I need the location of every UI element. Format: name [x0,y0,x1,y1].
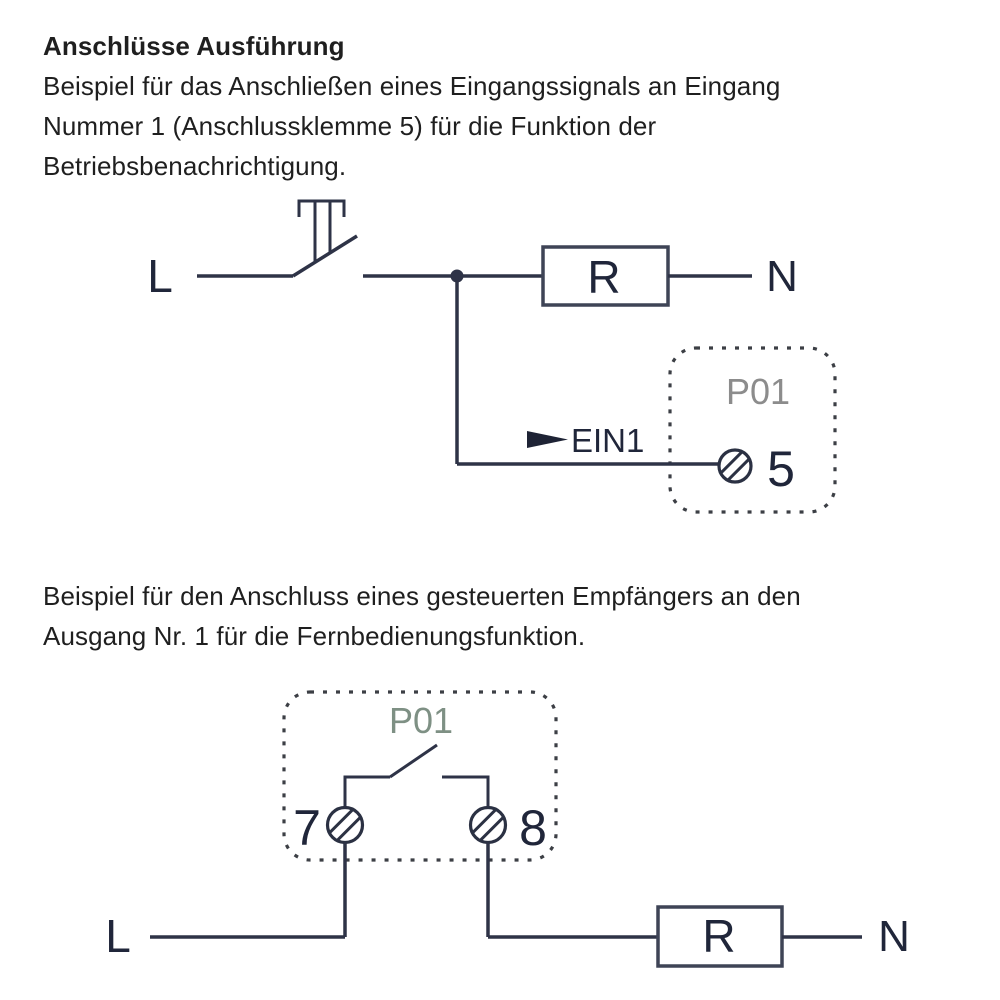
phase-label: L [147,250,173,302]
load-label: R [702,910,736,962]
neutral-label: N [766,252,798,301]
screw-terminal-icon [471,808,506,843]
intro-line-2: Nummer 1 (Anschlussklemme 5) für die Funktion der [43,111,657,141]
module-label: P01 [388,700,454,741]
section2-line-2: Ausgang Nr. 1 für die Fernbedienungsfunktion. [43,621,586,651]
switch-blade-icon [390,745,437,777]
terminal-number-left: 7 [293,800,321,856]
intro-line-1: Beispiel für das Anschließen eines Eingangssignals an Eingang [43,71,781,101]
contact-right-leg [442,777,488,808]
arrow-right-icon [527,431,568,448]
terminal-number: 5 [767,441,795,497]
neutral-label: N [878,912,910,961]
screw-terminal-icon [328,808,363,843]
input-signal-label: EIN1 [571,422,645,459]
screw-terminal-icon [719,450,751,482]
diagram2-output-example [105,692,910,966]
terminal-number-right: 8 [519,800,547,856]
diagram1-input-example [147,201,835,512]
intro-line-3: Betriebsbenachrichtigung. [43,151,347,181]
page-title: Anschlüsse Ausführung [43,31,345,61]
push-button-icon [299,201,344,217]
switch-blade-icon [293,236,357,276]
contact-left-leg [345,777,390,808]
load-label: R [587,251,621,303]
module-label: P01 [725,371,791,412]
section2-line-1: Beispiel für den Anschluss eines gesteuerten Empfängers an den [43,581,801,611]
phase-label: L [105,910,131,962]
